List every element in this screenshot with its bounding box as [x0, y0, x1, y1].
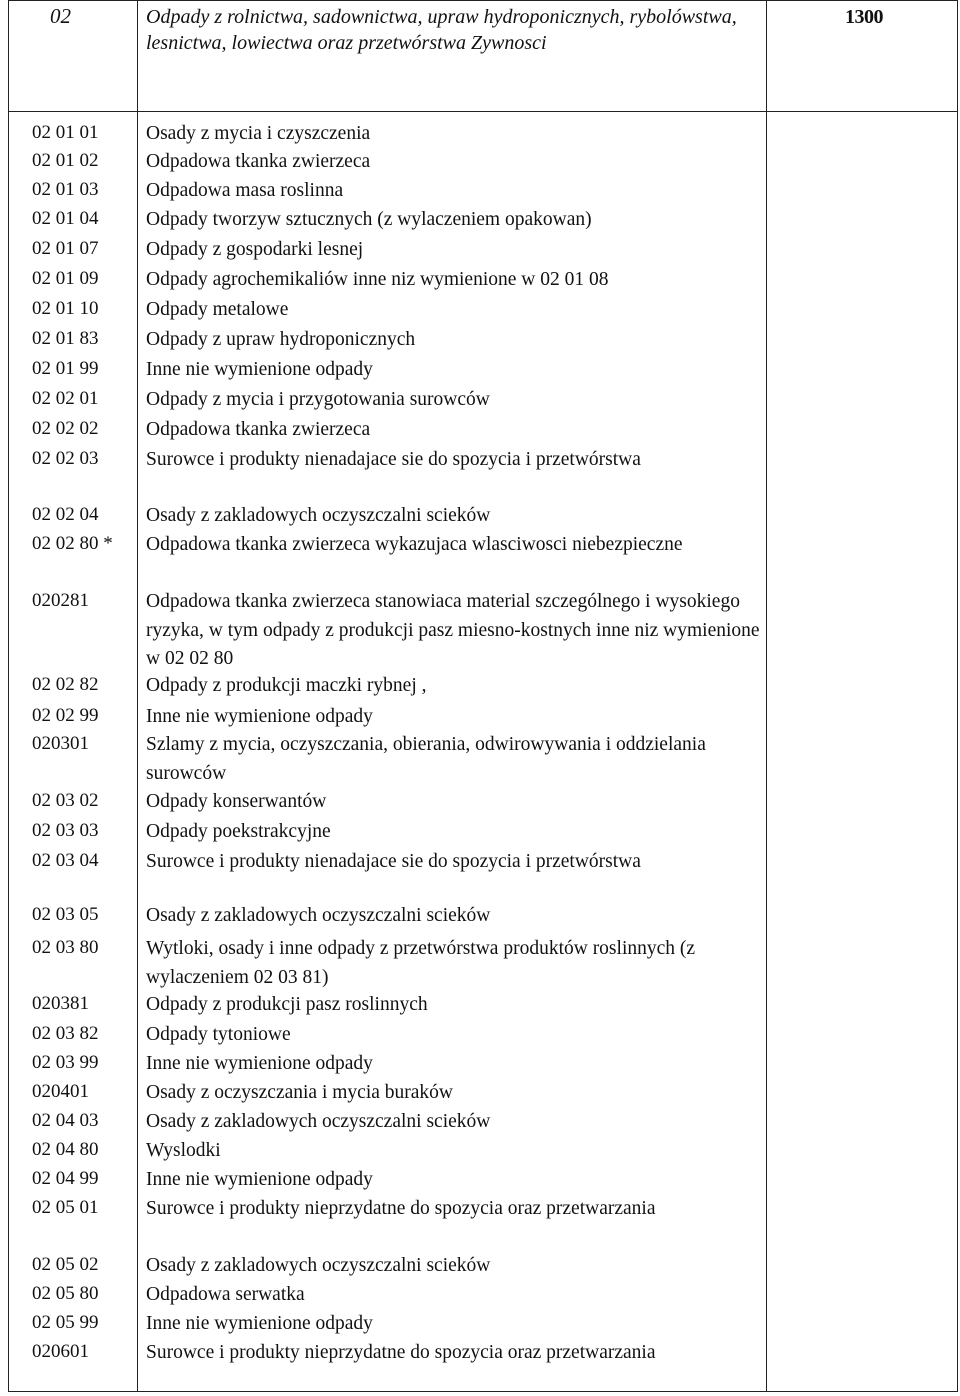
waste-code: 02 03 05 [32, 904, 99, 925]
waste-description: Surowce i produkty nieprzydatne do spozycia oraz przetwarzania [146, 1342, 656, 1363]
waste-description: Odpady z produkcji maczki rybnej , [146, 675, 427, 696]
waste-code: 02 03 99 [32, 1052, 99, 1073]
waste-code: 02 03 02 [32, 790, 99, 811]
waste-code: 02 02 82 [32, 674, 99, 695]
waste-description: Odpadowa tkanka zwierzeca wykazujaca wlasciwosci niebezpieczne [146, 534, 683, 555]
waste-code: 02 05 01 [32, 1197, 99, 1218]
waste-code: 02 01 01 [32, 122, 99, 143]
waste-description: Wyslodki [146, 1140, 221, 1161]
waste-code: 02 03 04 [32, 850, 99, 871]
waste-code: 02 05 02 [32, 1254, 99, 1275]
waste-code: 02 01 03 [32, 179, 99, 200]
waste-description: Odpady agrochemikaliów inne niz wymienione w 02 01 08 [146, 269, 609, 290]
group-amount: 1300 [845, 6, 883, 28]
waste-description: Inne nie wymienione odpady [146, 706, 373, 727]
waste-code: 02 01 07 [32, 238, 99, 259]
group-code: 02 [50, 4, 71, 28]
waste-description: Odpady z upraw hydroponicznych [146, 329, 416, 350]
waste-description: Odpady metalowe [146, 299, 289, 320]
waste-description: Odpadowa tkanka zwierzeca stanowiaca material szczególnego i wysokiego ryzyka, w tym odpady z produkcji pasz miesno-kostnych inne niz wymienione w 02 02 80 [146, 591, 760, 669]
waste-code: 02 04 03 [32, 1110, 99, 1131]
waste-description: Surowce i produkty nieprzydatne do spozycia oraz przetwarzania [146, 1198, 656, 1219]
column-divider-code [137, 1, 138, 1391]
waste-code: 02 01 10 [32, 298, 99, 319]
waste-description: Wytloki, osady i inne odpady z przetwórstwa produktów roslinnych (z wylaczeniem 02 03 81) [146, 938, 696, 988]
waste-code: 02 03 03 [32, 820, 99, 841]
waste-description: Osady z zakladowych oczyszczalni scieków [146, 505, 491, 526]
header-divider [9, 111, 957, 112]
waste-code: 02 02 80 * [32, 533, 113, 554]
waste-code: 020301 [32, 733, 89, 754]
waste-description: Odpady poekstrakcyjne [146, 821, 331, 842]
group-title: Odpady z rolnictwa, sadownictwa, upraw hydroponicznych, rybolówstwa, lesnictwa, lowiectwa oraz przetwórstwa Zywnosci [146, 6, 737, 54]
waste-description: Odpady z mycia i przygotowania surowców [146, 389, 490, 410]
waste-code: 02 03 80 [32, 937, 99, 958]
waste-description: Odpady z produkcji pasz roslinnych [146, 994, 428, 1015]
waste-description: Odpadowa serwatka [146, 1284, 305, 1305]
waste-code: 02 05 80 [32, 1283, 99, 1304]
waste-description: Surowce i produkty nienadajace sie do spozycia i przetwórstwa [146, 449, 641, 470]
waste-description: Surowce i produkty nienadajace sie do spozycia i przetwórstwa [146, 851, 641, 872]
waste-code: 02 03 82 [32, 1023, 99, 1044]
waste-description: Szlamy z mycia, oczyszczania, obierania, odwirowywania i oddzielania surowców [146, 734, 706, 784]
waste-description: Odpadowa masa roslinna [146, 180, 344, 201]
waste-code: 020381 [32, 993, 89, 1014]
waste-description: Odpadowa tkanka zwierzeca [146, 419, 371, 440]
waste-code: 02 01 99 [32, 358, 99, 379]
waste-code: 02 01 04 [32, 208, 99, 229]
waste-description: Osady z zakladowych oczyszczalni scieków [146, 905, 491, 926]
waste-description: Osady z mycia i czyszczenia [146, 123, 371, 144]
waste-code: 02 05 99 [32, 1312, 99, 1333]
waste-code: 02 02 03 [32, 448, 99, 469]
waste-code: 020601 [32, 1341, 89, 1362]
waste-description: Odpadowa tkanka zwierzeca [146, 151, 371, 172]
column-divider-amount [766, 1, 767, 1391]
waste-description: Odpady tworzyw sztucznych (z wylaczeniem opakowan) [146, 209, 592, 230]
waste-description: Odpady tytoniowe [146, 1024, 291, 1045]
waste-code: 02 02 02 [32, 418, 99, 439]
waste-description: Inne nie wymienione odpady [146, 1169, 373, 1190]
waste-code: 02 04 99 [32, 1168, 99, 1189]
waste-code: 02 01 83 [32, 328, 99, 349]
waste-description: Inne nie wymienione odpady [146, 1313, 373, 1334]
waste-description: Odpady konserwantów [146, 791, 327, 812]
waste-description: Osady z oczyszczania i mycia buraków [146, 1082, 453, 1103]
waste-code: 02 01 09 [32, 268, 99, 289]
waste-description: Odpady z gospodarki lesnej [146, 239, 364, 260]
waste-code: 02 01 02 [32, 150, 99, 171]
waste-code: 020281 [32, 590, 89, 611]
waste-code: 02 02 99 [32, 705, 99, 726]
waste-description: Osady z zakladowych oczyszczalni scieków [146, 1255, 491, 1276]
waste-code: 02 04 80 [32, 1139, 99, 1160]
waste-code: 02 02 01 [32, 388, 99, 409]
waste-code: 02 02 04 [32, 504, 99, 525]
waste-description: Osady z zakladowych oczyszczalni scieków [146, 1111, 491, 1132]
waste-description: Inne nie wymienione odpady [146, 1053, 373, 1074]
waste-code: 020401 [32, 1081, 89, 1102]
waste-description: Inne nie wymienione odpady [146, 359, 373, 380]
